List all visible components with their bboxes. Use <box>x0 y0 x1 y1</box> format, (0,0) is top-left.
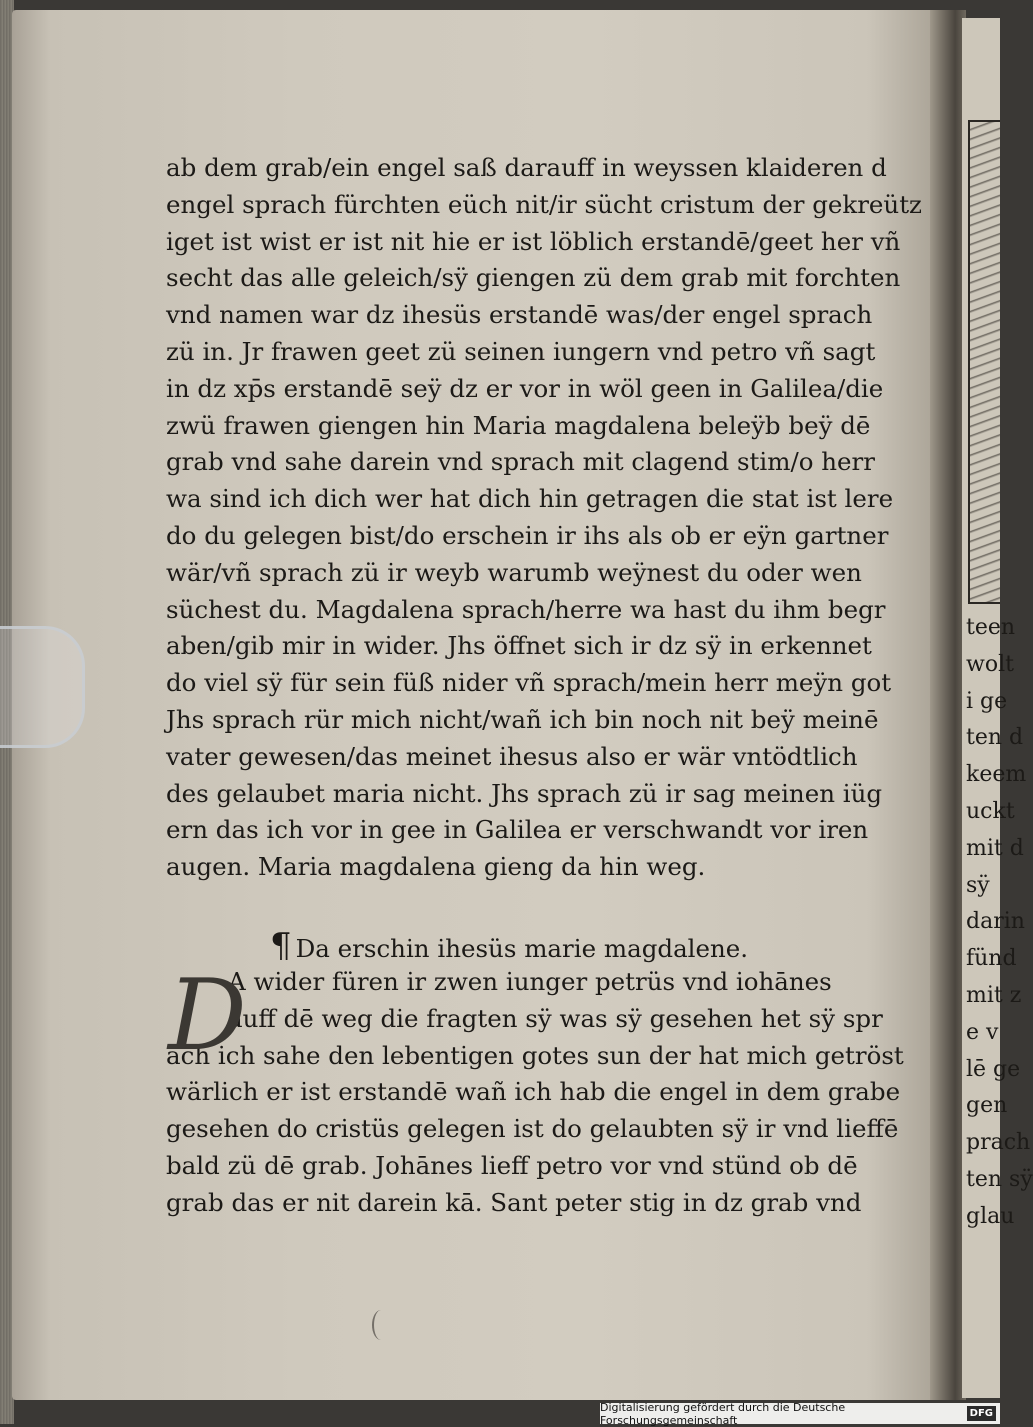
facing-page-line: mit d <box>966 835 1024 861</box>
text-line: in dz xp̄s erstandē seÿ dz er vor in wöl geen in Galilea/die <box>166 373 884 403</box>
text-line: ern das ich vor in gee in Galilea er verschwandt vor iren <box>166 815 869 845</box>
facing-page-line: lē ge <box>966 1056 1021 1082</box>
text-line: iget ist wist er ist nit hie er ist löblich erstandē/geet her vñ <box>166 226 901 256</box>
woodcut-illustration <box>968 120 1000 604</box>
facing-page-line: sÿ <box>966 872 990 898</box>
text-line: süchest du. Magdalena sprach/herre wa hast du ihm begr <box>166 594 886 624</box>
book-gutter <box>930 10 966 1400</box>
paragraph-lines <box>166 958 904 1222</box>
facing-page-text <box>962 610 1033 1236</box>
footer-credit: Digitalisierung gefördert durch die Deutsche Forschungsgemeinschaft <box>600 1400 846 1427</box>
text-line: bald zü dē grab. Johānes lieff petro vor vnd stünd ob dē <box>166 1150 858 1180</box>
text-line: zwü frawen giengen hin Maria magdalena beleÿb beÿ dē <box>166 410 871 440</box>
text-line: ab dem grab/ein engel saß darauff in weyssen klaideren d <box>166 153 887 182</box>
text-line: do viel sÿ für sein füß nider vñ sprach/mein herr meÿn got <box>166 668 892 698</box>
rubric-text: Da erschin ihesüs marie magdalene. <box>295 933 749 963</box>
dfg-logo: DFG <box>967 1406 996 1421</box>
paragraph <box>166 958 904 1222</box>
text-line: des gelaubet maria nicht. Jhs sprach zü ir sag meinen iüg <box>166 778 883 808</box>
text-line: grab das er nit darein kā. Sant peter stig in dz grab vnd <box>166 1187 862 1217</box>
decorated-initial: D <box>168 958 247 1073</box>
text-line: augen. Maria magdalena gieng da hin weg. <box>166 852 706 882</box>
facing-page-line: fünd <box>966 946 1017 972</box>
text-line: do du gelegen bist/do erschein ir ihs als ob er eÿn gartner <box>166 520 889 550</box>
text-line: aben/gib mir in wider. Jhs öffnet sich ir dz sÿ in erkennet <box>166 631 872 661</box>
footer-bar <box>600 1400 1000 1427</box>
facing-page-line: prach <box>966 1130 1031 1156</box>
facing-page-line: gen <box>966 1093 1008 1119</box>
text-line: wa sind ich dich wer hat dich hin getragen die stat ist lere <box>166 484 894 514</box>
text-line: ach ich sahe den lebentigen gotes sun der hat mich getröst <box>166 1040 904 1070</box>
facing-page-line: wolt <box>966 651 1014 677</box>
paragraph-gap <box>166 886 886 928</box>
text-line: wärlich er ist erstandē wañ ich hab die engel in dem grabe <box>166 1077 901 1107</box>
facing-page-line: ten d <box>966 725 1024 751</box>
facing-page-line: mit z <box>966 982 1022 1008</box>
main-text-block <box>166 150 922 1222</box>
ink-mark <box>372 1310 390 1340</box>
text-lines <box>166 150 922 886</box>
text-line: engel sprach fürchten eüch nit/ir sücht cristum der gekreütz <box>166 189 922 219</box>
facing-page-line: darin <box>966 909 1025 935</box>
text-line: vnd namen war dz ihesüs erstandē was/der engel sprach <box>166 300 873 330</box>
facing-page-line: keem <box>966 762 1027 788</box>
facing-page-line: ten sÿ <box>966 1166 1033 1192</box>
facing-page-line: i ge <box>966 688 1008 714</box>
text-line: grab vnd sahe darein vnd sprach mit clagend stim/o herr <box>166 447 875 477</box>
text-line: vater gewesen/das meinet ihesus also er wär vntödtlich <box>166 741 858 771</box>
text-line: Jhs sprach rür mich nicht/wañ ich bin noch nit beÿ meinē <box>166 704 879 734</box>
text-line: auff dē weg die fragten sÿ was sÿ gesehen het sÿ spr <box>228 1003 883 1033</box>
facing-page-line: glau <box>966 1203 1015 1229</box>
pilcrow-icon: ¶ <box>270 925 292 966</box>
rubric-heading <box>166 925 886 966</box>
text-line: A wider füren ir zwen iunger petrüs vnd iohānes <box>228 966 832 996</box>
facing-page-line: uckt <box>966 798 1015 824</box>
text-line: gesehen do cristüs gelegen ist do gelaubten sÿ ir vnd lieffē <box>166 1114 899 1144</box>
page-clip <box>0 626 85 748</box>
facing-page-line: teen <box>966 615 1016 640</box>
facing-page-line: e v <box>966 1019 999 1045</box>
text-line: secht das alle geleich/sÿ giengen zü dem grab mit forchten <box>166 263 901 293</box>
text-line: zü in. Jr frawen geet zü seinen iungern vnd petro vñ sagt <box>166 336 876 366</box>
text-line: wär/vñ sprach zü ir weyb warumb weÿnest du oder wen <box>166 557 862 587</box>
